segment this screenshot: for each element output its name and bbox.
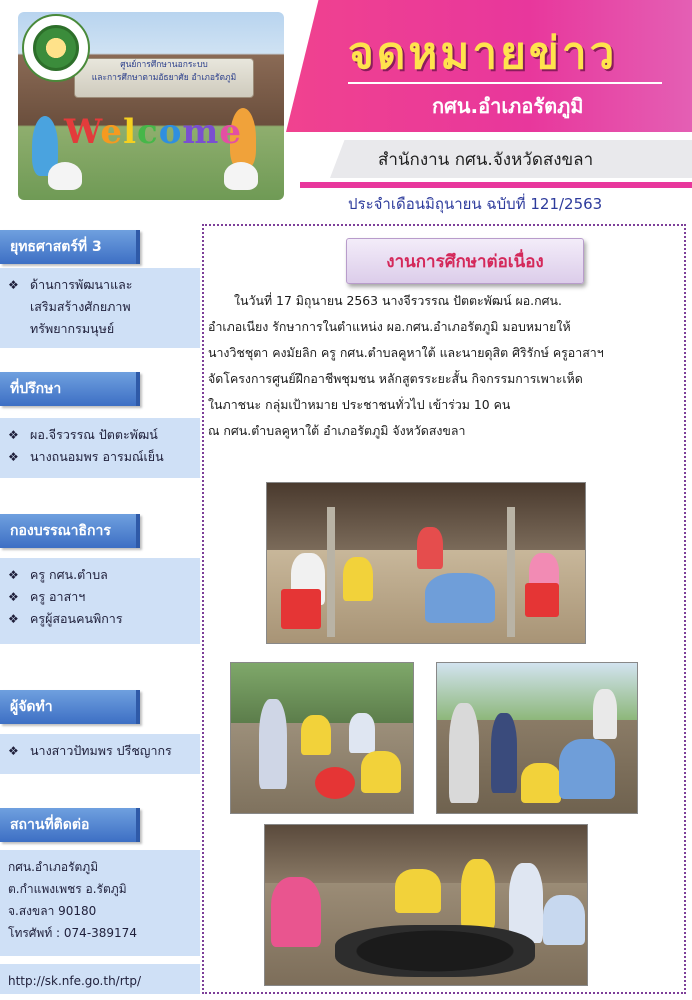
divider bbox=[348, 82, 662, 84]
welcome-text: Welcome bbox=[64, 112, 242, 152]
article-line: ในวันที่ 17 มิถุนายน 2563 นางจีรวรรณ ปัตตะพัฒน์ ผอ.กศน. bbox=[234, 293, 562, 308]
article-line: ณ กศน.ตำบลคูหาใต้ อำเภอรัตภูมิ จังหวัดสงขลา bbox=[208, 423, 466, 438]
activity-photo bbox=[264, 824, 588, 986]
divider bbox=[300, 182, 692, 188]
bullet-icon: ❖ bbox=[8, 612, 19, 626]
article-line: นางวิชชุตา คงมัยลิก ครู กศน.ตำบลคูหาใต้ และนายดุสิต ศิริรักษ์ ครูอาสาฯ bbox=[208, 345, 604, 360]
bullet-icon: ❖ bbox=[8, 568, 19, 582]
website-link[interactable]: http://sk.nfe.go.th/rtp/ bbox=[8, 974, 142, 988]
office-name: สำนักงาน กศน.จังหวัดสงขลา bbox=[378, 150, 594, 170]
list-item: ❖ ครู อาสาฯ bbox=[8, 586, 194, 608]
newsletter-title: จดหมายข่าว bbox=[348, 28, 618, 79]
contact-line: จ.สงขลา 90180 bbox=[8, 904, 97, 918]
list-item: ❖ นางถนอมพร อารมณ์เย็น bbox=[8, 446, 194, 468]
article-line: ในภาชนะ กลุ่มเป้าหมาย ประชาชนทั่วไป เข้าร่วม 10 คน bbox=[208, 397, 511, 412]
sign-line-1: ศูนย์การศึกษานอกระบบ bbox=[120, 60, 208, 70]
bullet-icon: ❖ bbox=[8, 590, 19, 604]
nfe-logo bbox=[22, 14, 90, 82]
strategy-box bbox=[0, 268, 200, 348]
bullet-icon: ❖ bbox=[8, 450, 19, 464]
sidebar bbox=[0, 224, 200, 1000]
contact-line: กศน.อำเภอรัตภูมิ bbox=[8, 860, 99, 874]
bullet-icon: ❖ bbox=[8, 428, 19, 442]
list-item: ❖ นางสาวปัทมพร ปรีชญากร bbox=[8, 740, 194, 762]
activity-photo bbox=[436, 662, 638, 814]
activity-photo bbox=[266, 482, 586, 644]
section-title-editorial: กองบรรณาธิการ bbox=[0, 514, 140, 548]
article-body bbox=[208, 288, 682, 444]
contact-line: ต.กำแพงเพชร อ.รัตภูมิ bbox=[8, 882, 127, 896]
newsletter-subtitle: กศน.อำเภอรัตภูมิ bbox=[432, 94, 584, 118]
article-line: อำเภอเนียง รักษาการในตำแหน่ง ผอ.กศน.อำเภอรัตภูมิ มอบหมายให้ bbox=[208, 319, 571, 334]
list-item: ❖ ครูผู้สอนคนพิการ bbox=[8, 608, 194, 630]
sheep-statue bbox=[224, 162, 258, 190]
section-title-advisors: ที่ปรึกษา bbox=[0, 372, 140, 406]
issue-info: ประจำเดือนมิถุนายน ฉบับที่ 121/2563 bbox=[348, 195, 603, 213]
article-line: จัดโครงการศูนย์ฝึกอาชีพชุมชน หลักสูตรระยะสั้น กิจกรรมการเพาะเห็ด bbox=[208, 371, 583, 386]
list-item: ❖ ด้านการพัฒนาและ เสริมสร้างศักยภาพ ทรัพยากรมนุษย์ bbox=[8, 274, 194, 340]
activity-photo bbox=[230, 662, 414, 814]
main-content bbox=[202, 224, 686, 994]
advisors-box bbox=[0, 418, 200, 478]
list-item: ❖ ผอ.จีรวรรณ ปัตตะพัฒน์ bbox=[8, 424, 194, 446]
newsletter-header bbox=[0, 0, 692, 222]
bullet-icon: ❖ bbox=[8, 278, 19, 292]
contact-line: โทรศัพท์ : 074-389174 bbox=[8, 926, 137, 940]
center-sign bbox=[74, 58, 254, 98]
website-box bbox=[0, 964, 200, 994]
bullet-icon: ❖ bbox=[8, 744, 19, 758]
list-item: ❖ ครู กศน.ตำบล bbox=[8, 564, 194, 586]
producer-box bbox=[0, 734, 200, 774]
editorial-box bbox=[0, 558, 200, 644]
sheep-statue bbox=[48, 162, 82, 190]
section-title-strategy: ยุทธศาสตร์ที่ 3 bbox=[0, 230, 140, 264]
section-title-contact: สถานที่ติดต่อ bbox=[0, 808, 140, 842]
contact-box bbox=[0, 850, 200, 956]
section-title-producer: ผู้จัดทำ bbox=[0, 690, 140, 724]
sign-line-2: และการศึกษาตามอัธยาศัย อำเภอรัตภูมิ bbox=[91, 73, 237, 83]
section-title-continuing-education: งานการศึกษาต่อเนื่อง bbox=[346, 238, 584, 284]
